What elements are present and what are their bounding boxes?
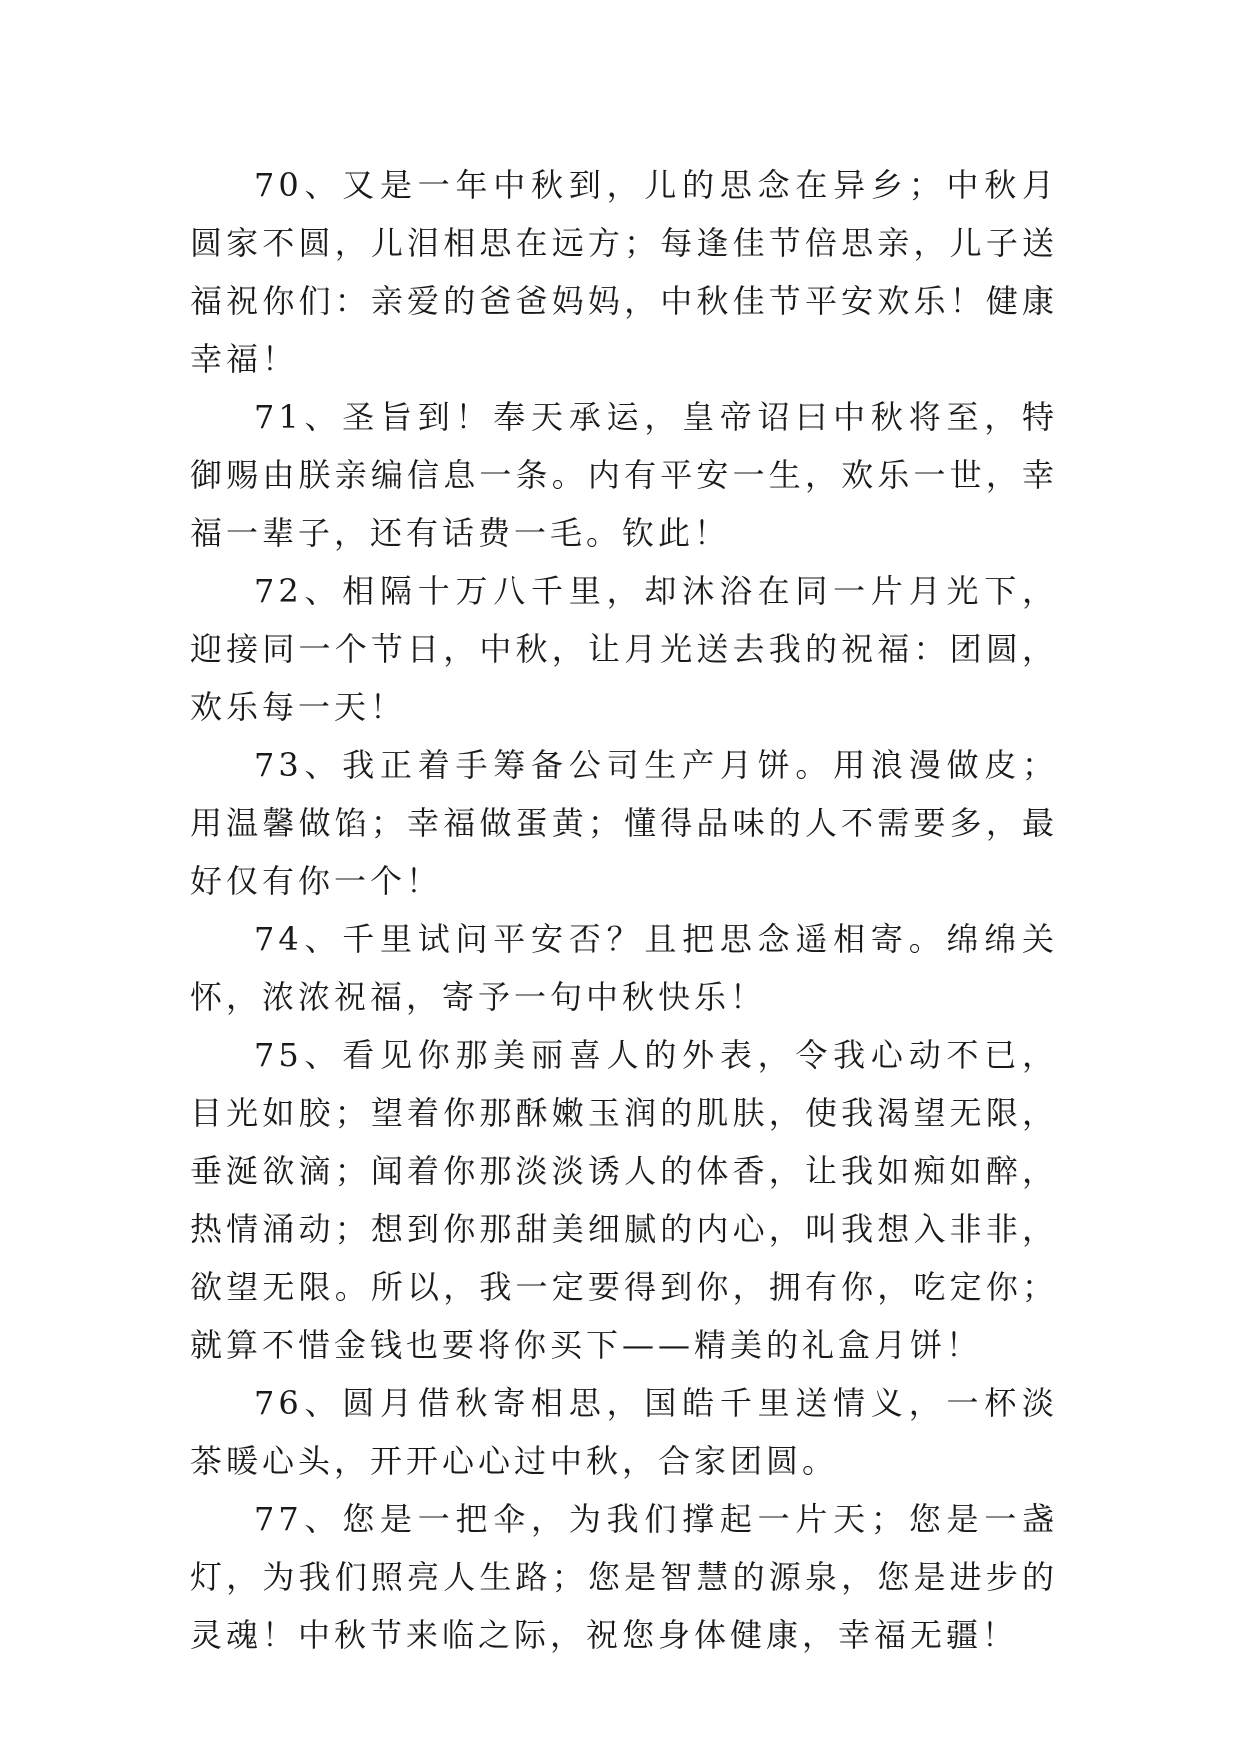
paragraph-75: 75、看见你那美丽喜人的外表，令我心动不已，目光如胶；望着你那酥嫩玉润的肌肤，使我渴望无限，垂涎欲滴；闻着你那淡淡诱人的体香，让我如痴如醉，热情涌动；想到你那甜美细腻的内心，叫我想入非非，欲望无限。所以，我一定要得到你，拥有你，吃定你；就算不惜金钱也要将你买下——精美的礼盒月饼！ bbox=[190, 1036, 1058, 1364]
document-body bbox=[190, 156, 1058, 1664]
paragraph-76: 76、圆月借秋寄相思，国皓千里送情义，一杯淡茶暖心头，开开心心过中秋，合家团圆。 bbox=[190, 1384, 1058, 1480]
paragraph-72: 72、相隔十万八千里，却沐浴在同一片月光下，迎接同一个节日，中秋，让月光送去我的祝福：团圆，欢乐每一天！ bbox=[190, 572, 1058, 726]
paragraph-74: 74、千里试问平安否？且把思念遥相寄。绵绵关怀，浓浓祝福，寄予一句中秋快乐！ bbox=[190, 920, 1058, 1016]
paragraph-73: 73、我正着手筹备公司生产月饼。用浪漫做皮；用温馨做馅；幸福做蛋黄；懂得品味的人不需要多，最好仅有你一个！ bbox=[190, 746, 1058, 900]
paragraph-70: 70、又是一年中秋到，儿的思念在异乡；中秋月圆家不圆，儿泪相思在远方；每逢佳节倍思亲，儿子送福祝你们：亲爱的爸爸妈妈，中秋佳节平安欢乐！健康幸福！ bbox=[190, 166, 1058, 378]
paragraph-71: 71、圣旨到！奉天承运，皇帝诏曰中秋将至，特御赐由朕亲编信息一条。内有平安一生，欢乐一世，幸福一辈子，还有话费一毛。钦此！ bbox=[190, 398, 1058, 552]
paragraph-77: 77、您是一把伞，为我们撑起一片天；您是一盏灯，为我们照亮人生路；您是智慧的源泉，您是进步的灵魂！中秋节来临之际，祝您身体健康，幸福无疆！ bbox=[190, 1500, 1058, 1654]
